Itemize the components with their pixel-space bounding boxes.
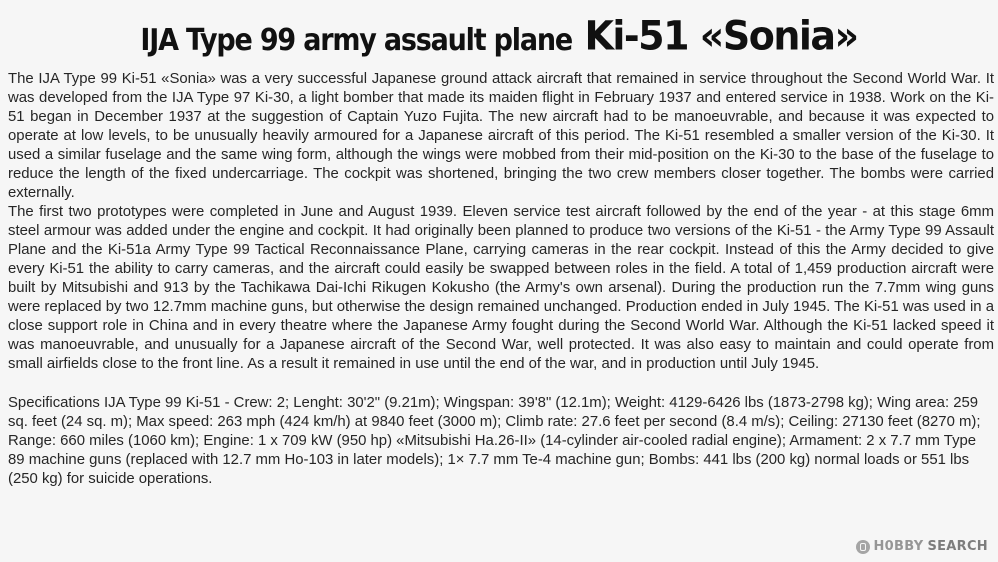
title-main: IJA Type 99 army assault plane: [140, 23, 572, 58]
watermark-brand: H0BBY: [873, 539, 924, 554]
hobby-search-logo-icon: [856, 540, 870, 554]
watermark-suffix: SEARCH: [927, 539, 988, 554]
paragraph-specifications: Specifications IJA Type 99 Ki-51 - Crew: 2; Lenght: 30'2" (9.21m); Wingspan: 39'8" (12.1m); Weight: 4129-6426 lbs (1873-2798 kg); Wing area: 259 sq. feet (24 sq. m); Max speed: 263 mph (424 km/h) at 9840 feet (3000 m); Climb rate: 27.6 feet per second (8.4 m/s); Ceiling: 27130 feet (8270 m); Range: 660 miles (1060 km); Engine: 1 x 709 kW (950 hp) «Mitsubishi Ha.26-II» (14-cylinder air-cooled radial engine); Armament: 2 x 7.7 mm Type 89 machine guns (replaced with 12.7 mm Ho-103 in later models); 1× 7.7 mm Te-4 machine gun; Bombs: 441 lbs (200 kg) normal loads or 551 lbs (250 kg) for suicide operations.: [8, 395, 981, 487]
watermark: [856, 539, 989, 554]
paragraph-production: The first two prototypes were completed in June and August 1939. Eleven service test aircraft followed by the end of the year - at this stage 6mm steel armour was added under the engine and cockpit. It had originally been planned to produce two versions of the Ki-51 - the Army Type 99 Assault Plane and the Ki-51a Army Type 99 Tactical Reconnaissance Plane, carrying cameras in the rear cockpit. Instead of this the Army decided to give every Ki-51 the ability to carry cameras, and the aircraft could easily be swapped between roles in the field. A total of 1,459 production aircraft were built by Mitsubishi and 913 by the Tachikawa Dai-Ichi Rikugen Kokusho (the Army's own arsenal). During the production run the 7.7mm wing guns were replaced by two 12.7mm machine guns, but otherwise the design remained unchanged. Production ended in July 1945. The Ki-51 was used in a close support role in China and in every theatre where the Japanese Army fought during the Second World War. Although the Ki-51 lacked speed it was manoeuvrable, and unusually for a Japanese aircraft of the Second War, well protected. It was also easy to maintain and could operate from small airfields close to the front line. As a result it remained in use until the end of the war, and in production until July 1945.: [8, 204, 994, 372]
document-body: [8, 70, 994, 489]
title-model: Ki-51 «Sonia»: [584, 12, 858, 60]
paragraph-spacer: [8, 374, 994, 394]
paragraph-history: The IJA Type 99 Ki-51 «Sonia» was a very successful Japanese ground attack aircraft that remained in service throughout the Second World War. It was developed from the IJA Type 97 Ki-30, a light bomber that made its maiden flight in February 1937 and entered service in 1938. Work on the Ki-51 began in December 1937 at the suggestion of Captain Yuzo Fujita. The new aircraft had to be manoeuvrable, and because it was expected to operate at low levels, to be unusually heavily armoured for a Japanese aircraft of this period. The Ki-51 resembled a smaller version of the Ki-30. It used a similar fuselage and the same wing form, although the wings were mobbed from their mid-position on the Ki-30 to the base of the fuselage to reduce the length of the fixed undercarriage. The cockpit was shortened, bringing the two crew members closer together. The bombs were carried externally.: [8, 71, 994, 201]
page-title: [0, 14, 998, 58]
